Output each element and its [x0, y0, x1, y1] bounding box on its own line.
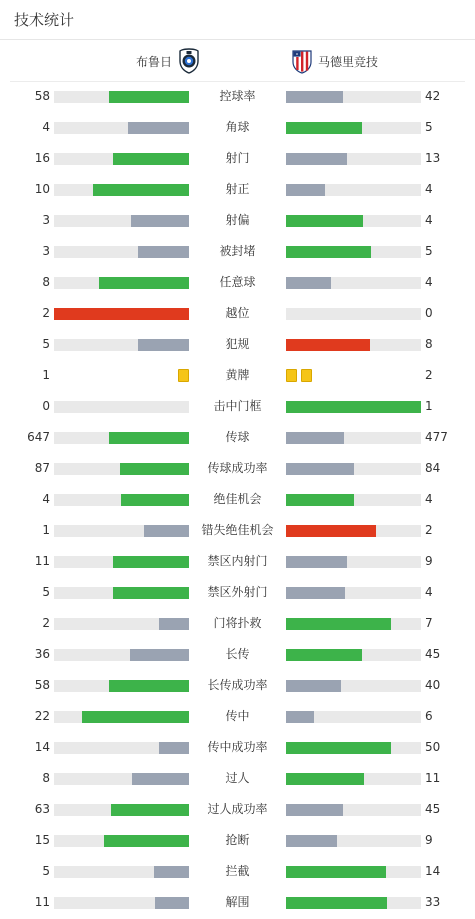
- home-value: 22: [34, 709, 50, 723]
- home-bar-track: [54, 897, 189, 909]
- away-value: 477: [425, 430, 448, 444]
- home-bar-track: [54, 866, 189, 878]
- stat-label: 传球: [225, 430, 250, 444]
- home-bar-track: [54, 401, 189, 413]
- home-bar-fill: [132, 773, 189, 785]
- away-bar-track: [286, 184, 421, 196]
- away-bar-track: [286, 401, 421, 413]
- home-bar-fill: [109, 91, 189, 103]
- away-bar-fill: [286, 215, 363, 227]
- stat-label: 传中: [225, 709, 250, 723]
- home-bar-track: [54, 277, 189, 289]
- away-bar-fill: [286, 184, 325, 196]
- away-value: 13: [425, 151, 441, 165]
- home-bar-track: [54, 91, 189, 103]
- home-value: 16: [34, 151, 50, 165]
- stat-row: [0, 608, 475, 639]
- away-bar-fill: [286, 494, 354, 506]
- stat-row: [0, 856, 475, 887]
- stat-row: [0, 329, 475, 360]
- away-bar-track: [286, 308, 421, 320]
- away-bar-fill: [286, 277, 331, 289]
- home-bar-track: [54, 494, 189, 506]
- away-value: 4: [425, 492, 433, 506]
- home-bar-track: [54, 773, 189, 785]
- away-value: 7: [425, 616, 433, 630]
- stat-label: 犯规: [225, 337, 250, 351]
- away-bar-track: [286, 835, 421, 847]
- away-bar-fill: [286, 91, 343, 103]
- away-value: 6: [425, 709, 433, 723]
- home-bar-track: [54, 525, 189, 537]
- home-value: 10: [34, 182, 50, 196]
- away-bar-track: [286, 618, 421, 630]
- away-bar-track: [286, 463, 421, 475]
- stat-label: 解围: [225, 895, 250, 909]
- away-bar-fill: [286, 556, 347, 568]
- away-value: 9: [425, 833, 433, 847]
- home-bar-track: [54, 463, 189, 475]
- stat-label: 击中门框: [213, 399, 262, 413]
- stat-label: 错失绝佳机会: [201, 523, 274, 537]
- page-title: 技术统计: [14, 11, 75, 29]
- away-team[interactable]: [291, 40, 471, 82]
- away-bar-track: [286, 525, 421, 537]
- away-bar-fill: [286, 618, 391, 630]
- home-bar-fill: [144, 525, 189, 537]
- home-value: 14: [34, 740, 50, 754]
- away-bar-fill: [286, 339, 370, 351]
- stat-row: [0, 639, 475, 670]
- home-bar-fill: [109, 432, 189, 444]
- home-value: 5: [42, 337, 50, 351]
- stat-label: 绝佳机会: [213, 492, 262, 506]
- away-bar-track: [286, 153, 421, 165]
- home-bar-fill: [93, 184, 189, 196]
- home-bar-fill: [130, 649, 189, 661]
- home-bar-fill: [54, 308, 189, 320]
- away-bar-fill: [286, 432, 344, 444]
- away-bar-fill: [286, 649, 362, 661]
- away-yellow-cards: [286, 369, 312, 382]
- away-value: 84: [425, 461, 441, 475]
- stat-row: [0, 81, 475, 112]
- stat-row: [0, 360, 475, 391]
- away-bar-fill: [286, 835, 337, 847]
- stat-row: [0, 515, 475, 546]
- stat-label: 被封堵: [219, 244, 256, 258]
- home-value: 63: [34, 802, 50, 816]
- away-team-name: 马德里竞技: [318, 54, 379, 69]
- away-bar-track: [286, 711, 421, 723]
- home-bar-track: [54, 618, 189, 630]
- away-value: 4: [425, 182, 433, 196]
- stat-label: 过人: [225, 771, 250, 785]
- yellow-card-icon: [178, 369, 189, 382]
- home-value: 87: [34, 461, 50, 475]
- away-value: 4: [425, 213, 433, 227]
- stat-label: 射正: [225, 182, 250, 196]
- away-bar-track: [286, 804, 421, 816]
- home-bar-fill: [113, 556, 189, 568]
- stat-row: [0, 732, 475, 763]
- home-bar-fill: [113, 153, 189, 165]
- away-bar-track: [286, 649, 421, 661]
- home-bar-fill: [109, 680, 189, 692]
- home-value: 1: [42, 523, 50, 537]
- home-bar-fill: [121, 494, 189, 506]
- home-bar-track: [54, 680, 189, 692]
- home-value: 11: [34, 895, 50, 909]
- away-value: 9: [425, 554, 433, 568]
- away-bar-fill: [286, 122, 362, 134]
- away-bar-fill: [286, 866, 386, 878]
- away-value: 8: [425, 337, 433, 351]
- stat-row: [0, 763, 475, 794]
- away-bar-track: [286, 339, 421, 351]
- home-bar-track: [54, 649, 189, 661]
- away-value: 2: [425, 523, 433, 537]
- home-bar-track: [54, 246, 189, 258]
- away-bar-fill: [286, 153, 347, 165]
- stat-label: 传球成功率: [207, 461, 268, 475]
- away-bar-fill: [286, 401, 421, 413]
- away-bar-track: [286, 277, 421, 289]
- away-value: 0: [425, 306, 433, 320]
- stat-label: 角球: [225, 120, 250, 134]
- home-bar-fill: [159, 742, 189, 754]
- home-bar-track: [54, 122, 189, 134]
- home-value: 4: [42, 492, 50, 506]
- away-bar-track: [286, 494, 421, 506]
- away-bar-track: [286, 773, 421, 785]
- away-bar-track: [286, 556, 421, 568]
- away-bar-track: [286, 680, 421, 692]
- away-value: 45: [425, 647, 441, 661]
- away-bar-track: [286, 866, 421, 878]
- home-bar-fill: [154, 866, 189, 878]
- stat-label: 拦截: [225, 864, 250, 878]
- home-team[interactable]: [10, 40, 200, 82]
- stat-row: [0, 112, 475, 143]
- away-value: 33: [425, 895, 441, 909]
- stat-row: [0, 670, 475, 701]
- stat-label: 射门: [225, 151, 250, 165]
- stat-row: [0, 422, 475, 453]
- yellow-card-icon: [301, 369, 312, 382]
- stat-row: [0, 267, 475, 298]
- home-bar-track: [54, 432, 189, 444]
- away-bar-fill: [286, 246, 371, 258]
- home-value: 15: [34, 833, 50, 847]
- stat-row: [0, 174, 475, 205]
- home-bar-track: [54, 556, 189, 568]
- away-value: 14: [425, 864, 441, 878]
- home-bar-fill: [159, 618, 189, 630]
- away-bar-track: [286, 587, 421, 599]
- home-value: 3: [42, 213, 50, 227]
- home-bar-track: [54, 835, 189, 847]
- home-bar-fill: [131, 215, 189, 227]
- home-bar-fill: [104, 835, 189, 847]
- stat-label: 长传: [225, 647, 250, 661]
- home-value: 647: [27, 430, 50, 444]
- stat-row: [0, 577, 475, 608]
- home-bar-track: [54, 215, 189, 227]
- away-value: 5: [425, 120, 433, 134]
- away-bar-fill: [286, 680, 341, 692]
- away-bar-fill: [286, 525, 376, 537]
- stat-label: 越位: [225, 306, 250, 320]
- home-value: 1: [42, 368, 50, 382]
- stat-label: 禁区外射门: [207, 585, 268, 599]
- stat-row: [0, 205, 475, 236]
- away-value: 4: [425, 585, 433, 599]
- teams-header: [10, 40, 465, 82]
- home-bar-track: [54, 308, 189, 320]
- home-bar-track: [54, 804, 189, 816]
- home-bar-track: [54, 153, 189, 165]
- home-bar-fill: [128, 122, 189, 134]
- home-team-name: 布鲁日: [135, 54, 172, 69]
- home-value: 4: [42, 120, 50, 134]
- stat-label: 传中成功率: [207, 740, 268, 754]
- home-bar-fill: [113, 587, 189, 599]
- home-yellow-cards: [178, 369, 189, 382]
- club-brugge-badge-icon: [178, 48, 200, 74]
- stat-row: [0, 453, 475, 484]
- stat-row: [0, 143, 475, 174]
- away-value: 2: [425, 368, 433, 382]
- home-value: 0: [42, 399, 50, 413]
- stat-row: [0, 701, 475, 732]
- stat-label: 抢断: [225, 833, 250, 847]
- home-value: 5: [42, 585, 50, 599]
- away-value: 40: [425, 678, 441, 692]
- yellow-card-icon: [286, 369, 297, 382]
- atletico-madrid-badge-icon: [291, 48, 313, 74]
- stat-row: [0, 887, 475, 918]
- home-bar-track: [54, 742, 189, 754]
- away-value: 5: [425, 244, 433, 258]
- home-value: 58: [34, 89, 50, 103]
- stat-row: [0, 236, 475, 267]
- home-bar-fill: [111, 804, 189, 816]
- away-bar-track: [286, 897, 421, 909]
- home-value: 2: [42, 306, 50, 320]
- away-bar-fill: [286, 804, 343, 816]
- stat-label: 任意球: [219, 275, 256, 289]
- away-value: 1: [425, 399, 433, 413]
- away-bar-fill: [286, 897, 387, 909]
- away-bar-track: [286, 122, 421, 134]
- away-bar-track: [286, 215, 421, 227]
- home-bar-fill: [138, 246, 189, 258]
- stat-row: [0, 794, 475, 825]
- home-value: 11: [34, 554, 50, 568]
- home-bar-fill: [120, 463, 189, 475]
- away-bar-fill: [286, 742, 391, 754]
- stat-label: 控球率: [219, 89, 256, 103]
- home-value: 2: [42, 616, 50, 630]
- away-value: 45: [425, 802, 441, 816]
- home-bar-track: [54, 339, 189, 351]
- stat-row: [0, 825, 475, 856]
- home-bar-fill: [82, 711, 189, 723]
- away-bar-fill: [286, 773, 364, 785]
- away-value: 11: [425, 771, 441, 785]
- away-value: 4: [425, 275, 433, 289]
- stat-label: 门将扑救: [213, 616, 262, 630]
- home-value: 36: [34, 647, 50, 661]
- away-bar-fill: [286, 463, 354, 475]
- stat-label: 过人成功率: [207, 802, 268, 816]
- home-value: 5: [42, 864, 50, 878]
- home-bar-fill: [99, 277, 189, 289]
- home-value: 58: [34, 678, 50, 692]
- away-bar-fill: [286, 711, 314, 723]
- home-value: 8: [42, 771, 50, 785]
- home-value: 8: [42, 275, 50, 289]
- home-bar-track: [54, 587, 189, 599]
- stat-row: [0, 546, 475, 577]
- stat-row: [0, 298, 475, 329]
- home-bar-fill: [138, 339, 189, 351]
- stat-label: 射偏: [225, 213, 250, 227]
- stat-label: 长传成功率: [207, 678, 268, 692]
- home-value: 3: [42, 244, 50, 258]
- title-bar: [0, 0, 475, 40]
- away-bar-track: [286, 246, 421, 258]
- away-bar-track: [286, 91, 421, 103]
- away-bar-track: [286, 742, 421, 754]
- stat-row: [0, 484, 475, 515]
- away-value: 50: [425, 740, 441, 754]
- away-bar-track: [286, 432, 421, 444]
- stat-label: 黄牌: [225, 368, 250, 382]
- stat-label: 禁区内射门: [207, 554, 268, 568]
- stat-row: [0, 391, 475, 422]
- away-value: 42: [425, 89, 441, 103]
- home-bar-track: [54, 184, 189, 196]
- away-bar-fill: [286, 587, 345, 599]
- home-bar-fill: [155, 897, 189, 909]
- home-bar-track: [54, 711, 189, 723]
